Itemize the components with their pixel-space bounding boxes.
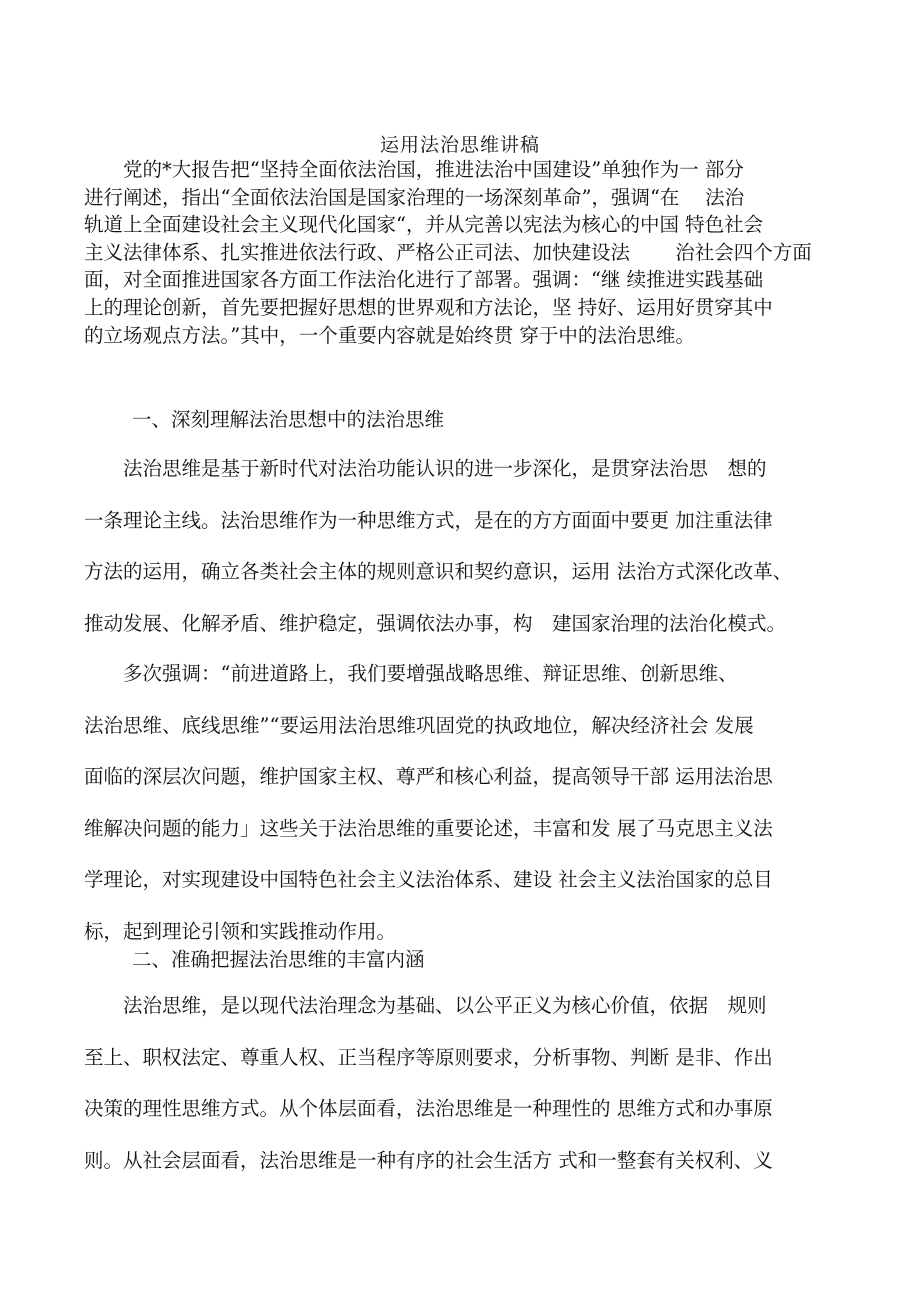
intro-paragraph [84,156,844,349]
paragraph-line: 法治思维、底线思维”“要运用法治思维巩固党的执政地位，解决经济社会 发展 [84,713,754,737]
paragraph-line: 的立场观点方法。”其中，一个重要内容就是始终贯 穿于中的法治思维。 [84,323,695,347]
paragraph-line: 推动发展、化解矛盾、维护稳定，强调依法办事，构 建国家治理的法治化模式。 [84,611,787,635]
paragraph-line: 党的*大报告把“坚持全面依法治国，推进法治中国建设”单独作为一 部分 [84,158,744,181]
document-title: 运用法治思维讲稿 [379,134,540,156]
paragraph-line: 法治思维，是以现代法治理念为基础、以公平正义为核心价值，依据 规则 [84,994,767,1017]
section2-paragraph-1 [84,980,844,1186]
paragraph-line: 维解决问题的能力」这些关于法治思维的重要论述，丰富和发 展了马克思主义法 [84,816,773,840]
section1-paragraph-1 [84,443,844,649]
paragraph-line: 上的理论创新，首先要把握好思想的世界观和方法论，坚 持好、运用好贯穿其中 [84,295,773,319]
paragraph-line: 面，对全面推进国家各方面工作法治化进行了部署。强调：“继 续推进实践基础 [84,268,764,292]
section-heading-2: 二、准确把握法治思维的丰富内涵 [132,948,425,971]
paragraph-line: 学理论，对实现建设中国特色社会主义法治体系、建设 社会主义法治国家的总目 [84,868,773,891]
paragraph-line: 决策的理性思维方式。从个体层面看，法治思维是一种理性的 思维方式和办事原 [84,1097,773,1120]
paragraph-line: 一条理论主线。法治思维作为一种思维方式，是在的方方面面中要更 加注重法律 [84,508,773,532]
paragraph-line: 多次强调：“前进道路上，我们要增强战略思维、辩证思维、创新思维、 [84,662,738,685]
section-heading-1: 一、深刻理解法治思想中的法治思维 [132,408,445,431]
paragraph-line: 进行阐述，指出“全面依法治国是国家治理的一场深刻革命”，强调“在 法治 [84,185,745,209]
paragraph-line: 主义法律体系、扎实推进依法行政、严格公正司法、加快建设法 治社会四个方面 [84,240,812,264]
paragraph-line: 则。从社会层面看，法治思维是一种有序的社会生活方 式和一整套有关权利、义 [84,1148,773,1172]
paragraph-line: 轨道上全面建设社会主义现代化国家“，并从完善以宪法为核心的中国 特色社会 [84,213,764,237]
paragraph-line: 方法的运用，确立各类社会主体的规则意识和契约意识，运用 法治方式深化改革、 [84,560,793,583]
section1-paragraph-2 [84,648,844,957]
paragraph-line: 至上、职权法定、尊重人权、正当程序等原则要求，分析事物、判断 是非、作出 [84,1045,773,1069]
paragraph-line: 面临的深层次问题，维护国家主权、尊严和核心利益，提高领导干部 运用法治思 [84,765,773,788]
paragraph-line: 标，起到理论引领和实践推动作用。 [84,919,397,943]
paragraph-line: 法治思维是基于新时代对法治功能认识的进一步深化，是贯穿法治思 想的 [84,457,767,480]
